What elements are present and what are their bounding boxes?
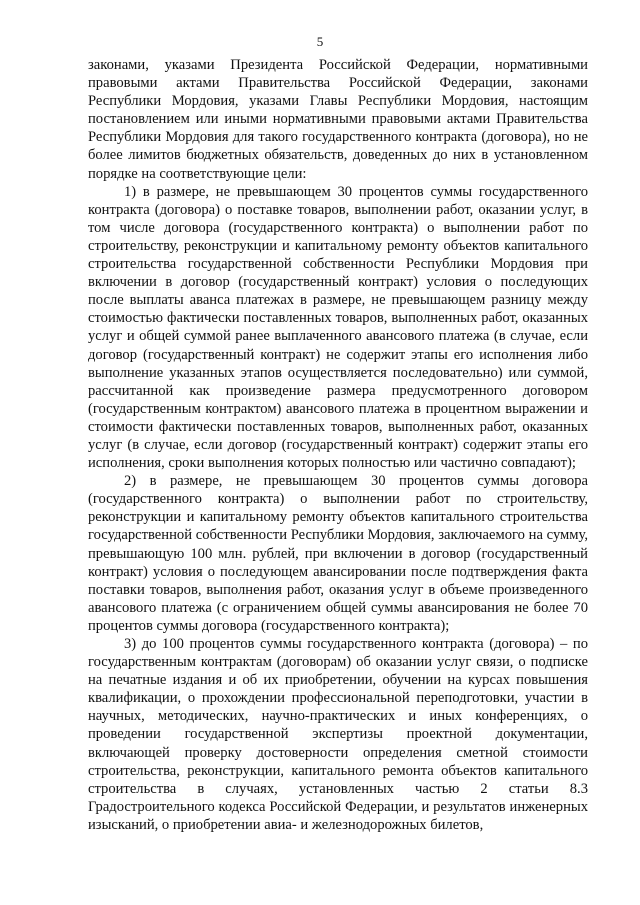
paragraph-continuation: законами, указами Президента Российской Федерации, нормативными правовыми актами Правительства Российской Федерации, законами Республики Мордовия, указами Главы Республики Мордовия, настоящим постановлением или иными нормативными правовыми актами Правительства Республики Мордовия для такого государственного контракта (договора), но не более лимитов бюджетных обязательств, доведенных до них в установленном порядке на соответствующие цели: <box>88 57 588 182</box>
page-number: 5 <box>316 34 324 49</box>
document-body <box>88 56 588 834</box>
paragraph-item-1: 1) в размере, не превышающем 30 процентов суммы государственного контракта (договора) о поставке товаров, выполнении работ, оказании услуг, в том числе договора (государственного контракта) о выполнении работ по строительству, реконструкции и капитальному ремонту объектов капитального строительства государственной собственности Республики Мордовия при включении в договор (государственный контракт) условия о последующих после выплаты аванса платежах в размере, не превышающем разницу между стоимостью фактически поставленных товаров, выполненных работ, оказанных услуг и общей суммой ранее выплаченного авансового платежа (в случае, если договор (государственный контракт) не содержит этапы его исполнения либо выполнение указанных этапов осуществляется последовательно) или суммой, рассчитанной как произведение размера предусмотренного договором (государственным контрактом) авансового платежа в процентном выражении и стоимости фактически поставленных товаров, выполненных работ, оказанных услуг (в случае, если договор (государственный контракт) содержит этапы его исполнения, сроки выполнения которых полностью или частично совпадают); <box>88 183 588 472</box>
paragraph-item-2: 2) в размере, не превышающем 30 процентов суммы договора (государственного контракта) о выполнении работ по строительству, реконструкции и капитальному ремонту объектов капитального строительства государственной собственности Республики Мордовия, заключаемого на сумму, превышающую 100 млн. рублей, при включении в договор (государственный контракт) условия о последующем авансировании после подтверждения факта поставки товаров, выполнения работ, оказания услуг в объеме произведенного авансового платежа (с ограничением общей суммы авансирования не более 70 процентов суммы договора (государственного контракта); <box>88 473 588 634</box>
paragraph-item-3: 3) до 100 процентов суммы государственного контракта (договора) – по государственным контрактам (договорам) об оказании услуг связи, о подписке на печатные издания и об их приобретении, обучении на курсах повышения квалификации, о прохождении профессиональной переподготовки, участии в научных, методических, научно-практических и иных конференциях, о проведении государственной экспертизы проектной документации, включающей проверку достоверности определения сметной стоимости строительства, реконструкции, капитального ремонта объектов капитального строительства в случаях, установленных частью 2 статьи 8.3 Градостроительного кодекса Российской Федерации, и результатов инженерных изысканий, о приобретении авиа- и железнодорожных билетов, <box>88 636 588 833</box>
